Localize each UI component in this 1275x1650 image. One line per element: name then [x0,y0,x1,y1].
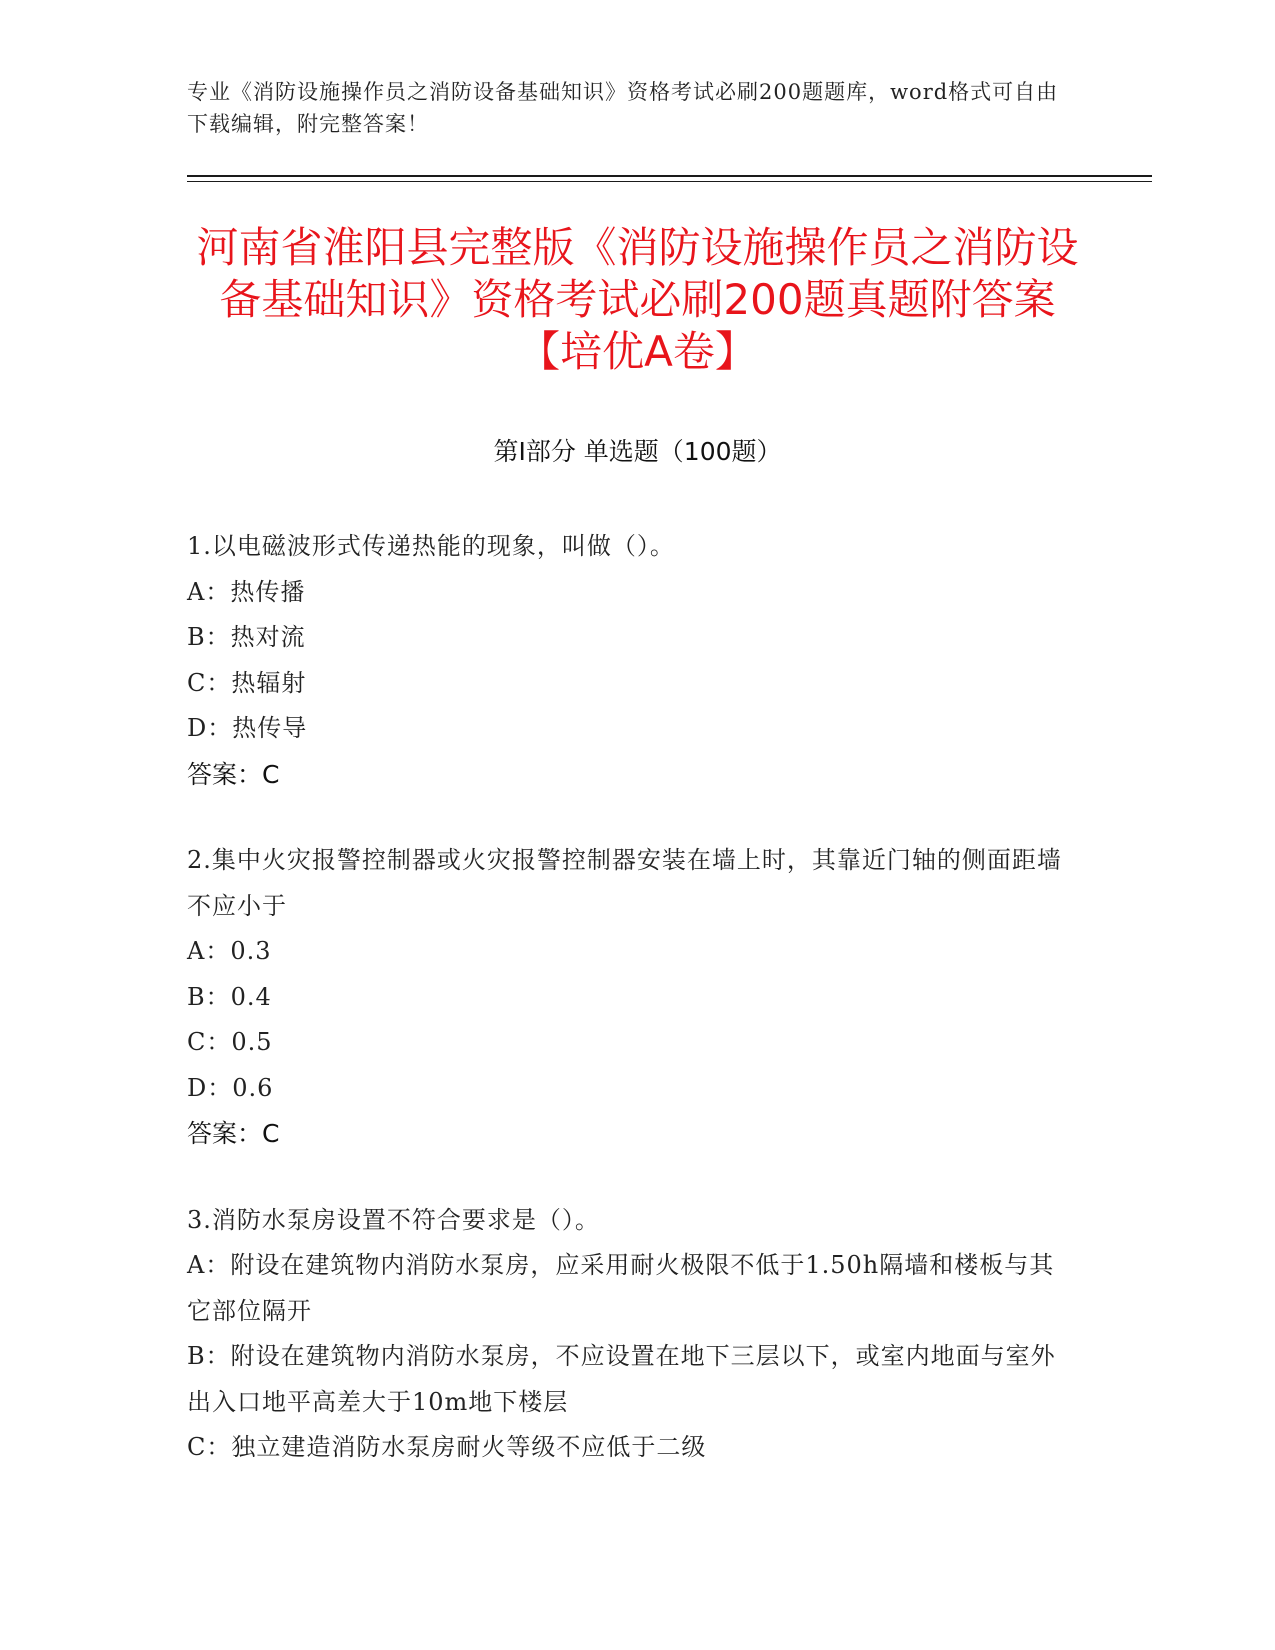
question-1 [187,524,1077,797]
section-heading: 第Ⅰ部分 单选题（100题） [493,437,782,466]
header-divider-thick [187,175,1152,177]
answer-line: 答案：C [187,1119,280,1148]
question-2 [187,838,1077,1157]
option-a: A：附设在建筑物内消防水泵房，应采用耐火极限不低于1.50h隔墙和楼板与其它部位隔开 [187,1251,1055,1325]
option-b: B：附设在建筑物内消防水泵房，不应设置在地下三层以下，或室内地面与室外出入口地平高差大于10m地下楼层 [187,1342,1056,1416]
answer-line: 答案：C [187,759,280,789]
question-stem: 2.集中火灾报警控制器或火灾报警控制器安装在墙上时，其靠近门轴的侧面距墙不应小于 [187,846,1062,920]
option-a: A：热传播 [187,577,306,606]
option-c: C：热辐射 [187,668,307,697]
header-note: 专业《消防设施操作员之消防设备基础知识》资格考试必刷200题题库，word格式可自由下载编辑，附完整答案！ [187,80,1059,136]
option-c: C：0.5 [187,1028,273,1056]
question-stem: 3.消防水泵房设置不符合要求是（）。 [187,1205,600,1234]
option-a: A：0.3 [187,937,272,965]
question-list [187,524,1077,1512]
question-3 [187,1198,1077,1471]
option-c: C：独立建造消防水泵房耐火等级不应低于二级 [187,1433,707,1461]
header-divider-thin [187,181,1152,182]
option-d: D：0.6 [187,1073,274,1102]
option-b: B：热对流 [187,623,306,651]
option-b: B：0.4 [187,982,272,1011]
document-title: 河南省淮阳县完整版《消防设施操作员之消防设备基础知识》资格考试必刷200题真题附答案【培优A卷】 [196,223,1079,376]
option-d: D：热传导 [187,714,308,742]
question-stem: 1.以电磁波形式传递热能的现象，叫做（）。 [187,532,675,560]
